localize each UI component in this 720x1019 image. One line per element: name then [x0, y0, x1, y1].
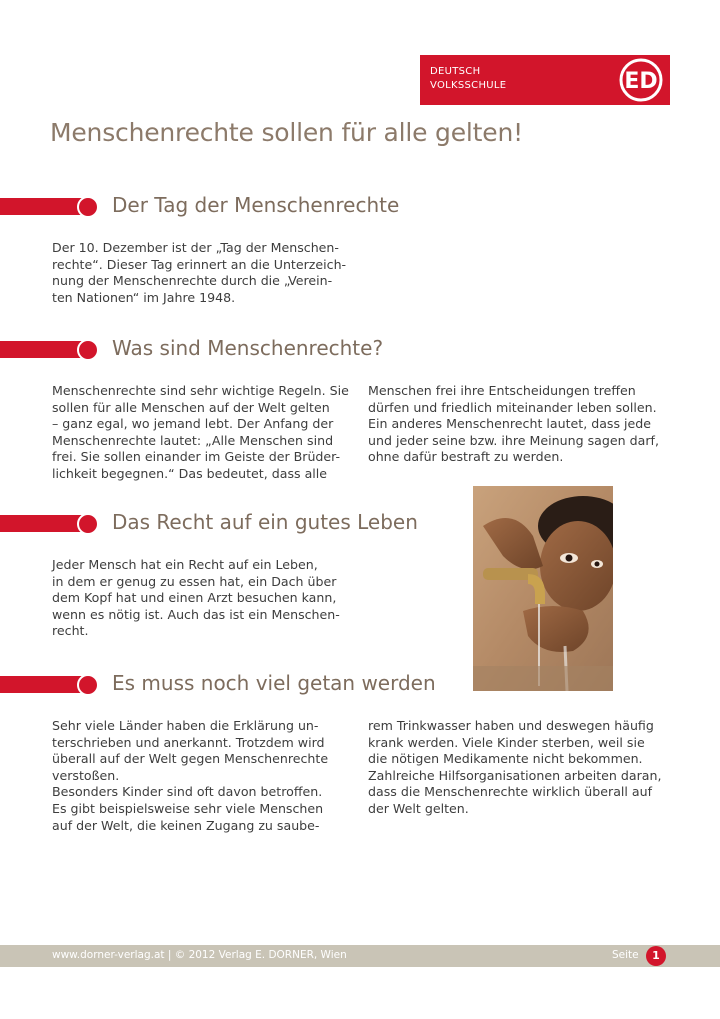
section-text [52, 557, 362, 640]
text-line: terschrieben und anerkannt. Trotzdem wird [52, 734, 325, 750]
text-line: krank werden. Viele Kinder sterben, weil sie [368, 734, 645, 750]
section-bar [0, 676, 88, 693]
text-line: und jeder seine bzw. ihre Meinung sagen darf, [368, 432, 659, 448]
text-line: dem Kopf hat und einen Arzt besuchen kann, [52, 590, 337, 606]
section-bar [0, 515, 88, 532]
section-bullet-icon [77, 674, 99, 696]
text-line: – ganz egal, wo jemand lebt. Der Anfang der [52, 416, 334, 432]
photo-child-drinking-water [473, 486, 613, 691]
section-bar [0, 198, 88, 215]
drinking-water-photo-icon [473, 486, 613, 691]
text-line: sollen für alle Menschen auf der Welt gelten [52, 399, 330, 415]
section-heading: Das Recht auf ein gutes Leben [112, 510, 418, 534]
text-line: ohne dafür bestraft zu werden. [368, 449, 564, 465]
text-line: recht. [52, 623, 89, 639]
text-line: dürfen und friedlich miteinander leben sollen. [368, 399, 657, 415]
section-bullet-icon [77, 339, 99, 361]
section-text-col2 [368, 383, 678, 466]
text-line: nung der Menschenrechte durch die „Verein- [52, 273, 333, 289]
text-line: Der 10. Dezember ist der „Tag der Menschen- [52, 240, 339, 255]
page-footer [0, 945, 720, 967]
footer-page-label: Seite [612, 949, 639, 961]
text-line: frei. Sie sollen einander im Geiste der Brüder- [52, 449, 341, 465]
section-text-col2 [368, 718, 678, 818]
text-line: Menschen frei ihre Entscheidungen treffen [368, 383, 636, 398]
text-line: Jeder Mensch hat ein Recht auf ein Leben, [52, 557, 318, 572]
text-line: verstoßen. [52, 767, 120, 783]
footer-publisher: www.dorner-verlag.at | © 2012 Verlag E. DORNER, Wien [52, 949, 347, 961]
text-line: Sehr viele Länder haben die Erklärung un- [52, 718, 319, 733]
badge-subject: DEUTSCH [430, 66, 481, 77]
text-line: Menschenrechte lautet: „Alle Menschen sind [52, 432, 334, 448]
text-line: Besonders Kinder sind oft davon betroffen. [52, 784, 323, 800]
section-heading: Was sind Menschenrechte? [112, 336, 384, 360]
badge-level: VOLKSSCHULE [430, 80, 507, 91]
text-line: dass die Menschenrechte wirklich überall auf [368, 784, 653, 800]
text-line: Es gibt beispielsweise sehr viele Menschen [52, 800, 324, 816]
section-heading: Der Tag der Menschenrechte [112, 193, 400, 217]
text-line: ten Nationen“ im Jahre 1948. [52, 289, 236, 305]
section-text-col1 [52, 383, 362, 483]
text-line: der Welt gelten. [368, 800, 469, 816]
text-line: wenn es nötig ist. Auch das ist ein Menschen- [52, 606, 340, 622]
section-bullet-icon [77, 196, 99, 218]
section-bar [0, 341, 88, 358]
text-line: rem Trinkwasser haben und deswegen häufig [368, 718, 654, 733]
text-line: in dem er genug zu essen hat, ein Dach über [52, 573, 337, 589]
text-line: Zahlreiche Hilfsorganisationen arbeiten daran, [368, 767, 662, 783]
text-line: überall auf der Welt gegen Menschenrechte [52, 751, 329, 767]
page-number: 1 [646, 946, 666, 966]
section-text-col1 [52, 718, 362, 834]
ed-logo-icon [618, 57, 664, 103]
section-heading: Es muss noch viel getan werden [112, 671, 436, 695]
text-line: Menschenrechte sind sehr wichtige Regeln. Sie [52, 383, 349, 398]
text-line: rechte“. Dieser Tag erinnert an die Unterzeich- [52, 256, 347, 272]
subject-badge [420, 55, 670, 105]
text-line: die nötigen Medikamente nicht bekommen. [368, 751, 643, 767]
section-bullet-icon [77, 513, 99, 535]
text-line: lichkeit begegnen.“ Das bedeutet, dass alle [52, 465, 328, 481]
text-line: Ein anderes Menschenrecht lautet, dass jede [368, 416, 652, 432]
page-title: Menschenrechte sollen für alle gelten! [50, 118, 523, 147]
text-line: auf der Welt, die keinen Zugang zu saube- [52, 817, 320, 833]
logo-letters: ED [624, 69, 658, 94]
section-text [52, 240, 362, 306]
